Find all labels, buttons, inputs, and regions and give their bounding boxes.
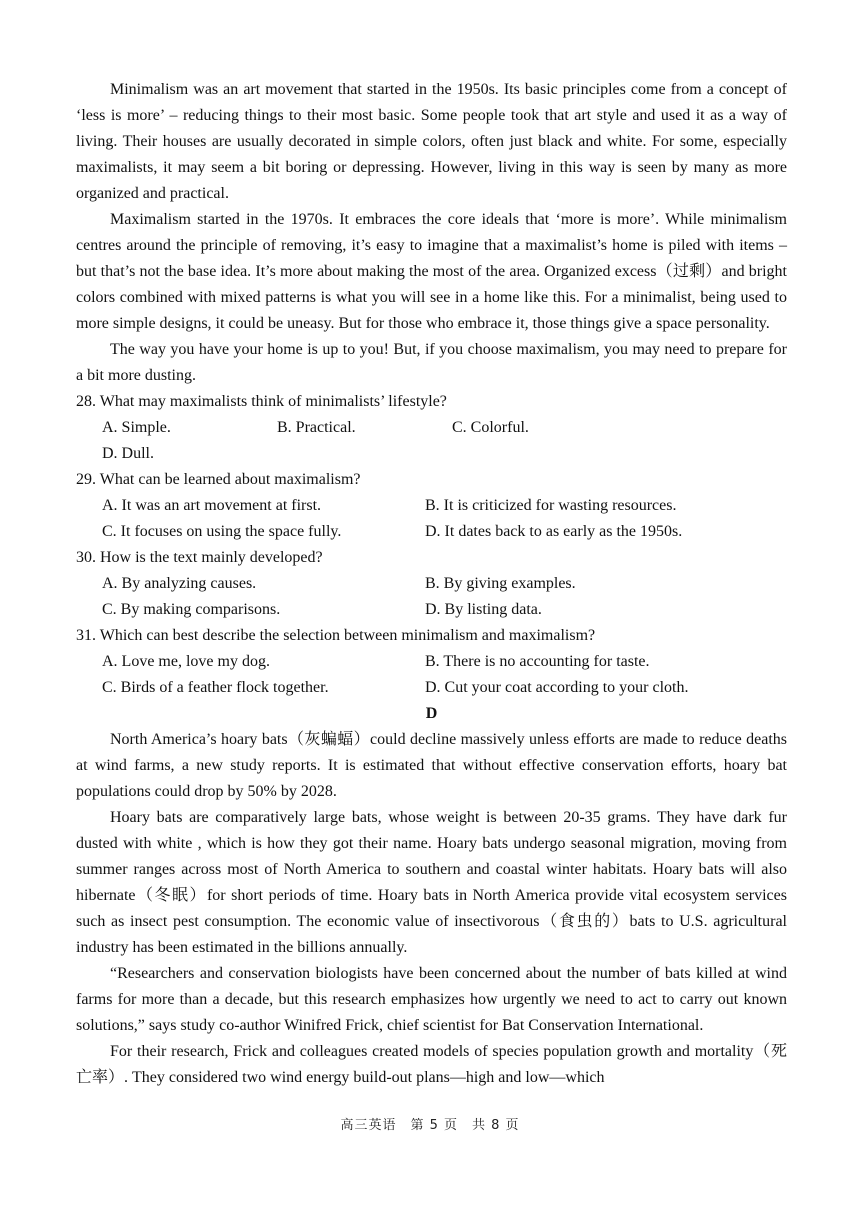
option-a: A. By analyzing causes. bbox=[102, 575, 257, 592]
paragraph: Minimalism was an art movement that started in the 1950s. Its basic principles come from a concept of ‘less is more’ – reducing things to their most basic. Some people took that art style and used it as a way of living. Their houses are usually decorated in simple colors, often just black and white. For some, especially maximalists, it may seem a bit boring or depressing. However, living in this way is seen by many as more organized and practical. bbox=[76, 81, 787, 202]
option-a: A. Simple. bbox=[102, 419, 171, 436]
question-stem: 29. What can be learned about maximalism? bbox=[76, 471, 361, 488]
option-b: B. It is criticized for wasting resources. bbox=[425, 497, 677, 514]
answer-options bbox=[102, 649, 787, 701]
option-d: D. It dates back to as early as the 1950s. bbox=[425, 523, 683, 540]
section-heading: D bbox=[425, 705, 438, 722]
option-c: C. It focuses on using the space fully. bbox=[102, 523, 342, 540]
paragraph: North America’s hoary bats（灰蝙蝠）could decline massively unless efforts are made to reduce deaths at wind farms, a new study reports. It is estimated that without effective conservation efforts, hoary bat populations could drop by 50% by 2028. bbox=[76, 731, 787, 800]
answer-options bbox=[102, 571, 787, 623]
option-a: A. Love me, love my dog. bbox=[102, 653, 270, 670]
paragraph: For their research, Frick and colleagues created models of species population growth and mortality（死亡率）. They considered two wind energy build-out plans—high and low—which bbox=[76, 1043, 787, 1086]
option-d: D. Dull. bbox=[102, 445, 154, 462]
paragraph: Hoary bats are comparatively large bats, whose weight is between 20-35 grams. They have dark fur dusted with white , which is how they got their name. Hoary bats undergo seasonal migration, moving from summer ranges across most of North America to southern and coastal winter habitats. Hoary bats will also hibernate（冬眠）for short periods of time. Hoary bats in North America provide vital ecosystem services such as insect pest consumption. The economic value of insectivorous（食虫的）bats to U.S. agricultural industry has been estimated in the billions annually. bbox=[76, 809, 787, 956]
exam-page bbox=[76, 77, 787, 1091]
answer-options bbox=[102, 493, 787, 545]
question-31 bbox=[76, 623, 787, 701]
paragraph: The way you have your home is up to you! But, if you choose maximalism, you may need to prepare for a bit more dusting. bbox=[76, 341, 787, 384]
option-c: C. Colorful. bbox=[452, 419, 529, 436]
passage-d bbox=[76, 701, 787, 1091]
question-28 bbox=[76, 389, 787, 467]
question-30 bbox=[76, 545, 787, 623]
question-stem: 28. What may maximalists think of minimalists’ lifestyle? bbox=[76, 393, 447, 410]
option-c: C. By making comparisons. bbox=[102, 601, 281, 618]
question-stem: 31. Which can best describe the selection between minimalism and maximalism? bbox=[76, 627, 596, 644]
option-b: B. There is no accounting for taste. bbox=[425, 653, 650, 670]
paragraph: “Researchers and conservation biologists have been concerned about the number of bats killed at wind farms for more than a decade, but this research emphasizes how urgently we need to act to carry out known solutions,” says study co-author Winifred Frick, chief scientist for Bat Conservation International. bbox=[76, 965, 787, 1034]
answer-options bbox=[102, 415, 787, 467]
question-stem: 30. How is the text mainly developed? bbox=[76, 549, 323, 566]
option-a: A. It was an art movement at first. bbox=[102, 497, 322, 514]
question-29 bbox=[76, 467, 787, 545]
option-b: B. Practical. bbox=[277, 419, 356, 436]
paragraph: Maximalism started in the 1970s. It embraces the core ideals that ‘more is more’. While minimalism centres around the principle of removing, it’s easy to imagine that a maximalist’s home is piled with items – but that’s not the base idea. It’s more about making the most of the area. Organized excess（过剩）and bright colors combined with mixed patterns is what you will see in a home like this. For a minimalist, being used to more simple designs, it could be uneasy. But for those who embrace it, those things give a space personality. bbox=[76, 211, 787, 332]
passage-c bbox=[76, 77, 787, 389]
option-d: D. Cut your coat according to your cloth. bbox=[425, 679, 689, 696]
page-footer: 高三英语 第 5 页 共 8 页 bbox=[340, 1118, 520, 1133]
option-c: C. Birds of a feather flock together. bbox=[102, 679, 329, 696]
option-b: B. By giving examples. bbox=[425, 575, 576, 592]
option-d: D. By listing data. bbox=[425, 601, 542, 618]
